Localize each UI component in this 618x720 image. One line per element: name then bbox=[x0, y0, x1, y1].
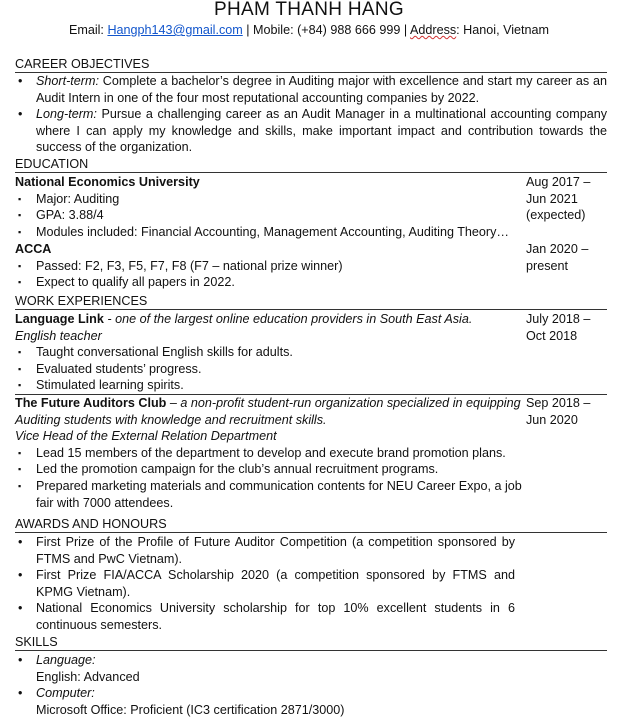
school-name: National Economics University bbox=[15, 175, 200, 189]
resume-name: PHAM THANH HANG bbox=[214, 0, 404, 20]
skill-value: Microsoft Office: Proficient (IC3 certification 2871/3000) bbox=[36, 702, 345, 717]
org-description: - one of the largest online education providers in South East Asia. bbox=[103, 312, 473, 326]
list-item: ▪ Modules included: Financial Accounting, Management Accounting, Auditing Theory… bbox=[15, 224, 607, 241]
list-item: ▪ GPA: 3.88/4 bbox=[15, 207, 607, 224]
list-item bbox=[15, 685, 607, 718]
org-description: – a non-profit student-run organization specialized in equipping Auditing students with knowledge and recruitment skills. bbox=[15, 396, 521, 427]
list-item: ▪ Major: Auditing bbox=[15, 191, 607, 208]
list-item: ▪ Evaluated students’ progress. bbox=[15, 361, 523, 378]
school-name: ACCA bbox=[15, 242, 52, 256]
list-item: ▪ Taught conversational English skills for adults. bbox=[15, 344, 523, 361]
org-name: The Future Auditors Club bbox=[15, 396, 167, 410]
list-item: ▪ Lead 15 members of the department to develop and execute brand promotion plans. bbox=[15, 445, 523, 462]
list-item bbox=[15, 106, 607, 156]
objective-text: Pursue a challenging career as an Audit Manager in a multinational accounting company where I can apply my knowledge and skills, make important impact and contribution towards the success of the organization. bbox=[36, 107, 607, 155]
work-future-auditors-club bbox=[15, 395, 523, 511]
list-item: ▪ Expect to qualify all papers in 2022. bbox=[15, 274, 607, 291]
contact-line bbox=[0, 22, 618, 38]
email-label: Email: bbox=[68, 23, 108, 37]
list-item bbox=[15, 73, 607, 106]
work-language-link bbox=[15, 311, 523, 394]
list-item: ▪ Led the promotion campaign for the club’s annual recruitment programs. bbox=[15, 461, 523, 478]
objective-label: Long-term: bbox=[36, 107, 97, 122]
section-title: WORK EXPERIENCES bbox=[15, 294, 148, 308]
section-title: EDUCATION bbox=[15, 157, 89, 171]
objective-text: Complete a bachelor’s degree in Auditing major with excellence and start my career as an Audit Intern in one of the four most reputational accounting companies by 2022. bbox=[36, 74, 607, 105]
org-name: Language Link bbox=[15, 312, 104, 326]
section-career-objectives bbox=[15, 56, 607, 73]
work-future-auditors-club-dates: Sep 2018 – Jun 2020 bbox=[526, 396, 591, 427]
section-title: SKILLS bbox=[15, 635, 58, 649]
list-item: • First Prize FIA/ACCA Scholarship 2020 (a competition sponsored by FTMS and KPMG Vietnam). bbox=[15, 567, 515, 600]
section-awards-honours bbox=[15, 516, 607, 533]
list-item: • First Prize of the Profile of Future Auditor Competition (a competition sponsored by FTMS and PwC Vietnam). bbox=[15, 534, 515, 567]
address-label: Address bbox=[409, 23, 457, 37]
address-value: : Hanoi, Vietnam bbox=[456, 23, 550, 37]
list-item: • National Economics University scholarship for top 10% excellent students in 6 continuous semesters. bbox=[15, 600, 515, 633]
list-item: ▪ Stimulated learning spirits. bbox=[15, 377, 523, 394]
education-acca-dates: Jan 2020 – present bbox=[526, 242, 589, 273]
email-link[interactable]: Hangph143@gmail.com bbox=[107, 23, 243, 37]
job-role: English teacher bbox=[15, 328, 102, 343]
skill-label: • Language: bbox=[36, 653, 96, 667]
skills-list bbox=[15, 652, 607, 718]
section-skills bbox=[15, 634, 607, 651]
mobile-text: | Mobile: (+84) 988 666 999 | bbox=[242, 23, 410, 37]
section-title: AWARDS AND HONOURS bbox=[15, 517, 167, 531]
section-work-experiences bbox=[15, 293, 607, 310]
list-item: ▪ Passed: F2, F3, F5, F7, F8 (F7 – national prize winner) bbox=[15, 258, 607, 275]
skill-value: English: Advanced bbox=[36, 669, 140, 684]
career-objectives-list bbox=[15, 73, 607, 156]
section-education bbox=[15, 156, 607, 173]
list-item bbox=[15, 652, 607, 685]
education-acca bbox=[15, 241, 607, 291]
education-neu-dates: Aug 2017 – Jun 2021 (expected) bbox=[526, 175, 591, 223]
education-neu bbox=[15, 174, 607, 240]
objective-label: Short-term: bbox=[36, 74, 99, 88]
list-item: ▪ Prepared marketing materials and communication contents for NEU Career Expo, a job fair with 7000 attendees. bbox=[15, 478, 523, 511]
section-title: CAREER OBJECTIVES bbox=[15, 57, 150, 71]
work-language-link-dates: July 2018 – Oct 2018 bbox=[526, 312, 591, 343]
awards-list bbox=[15, 534, 515, 634]
skill-label: • Computer: bbox=[36, 686, 95, 701]
job-role: Vice Head of the External Relation Department bbox=[15, 429, 277, 444]
